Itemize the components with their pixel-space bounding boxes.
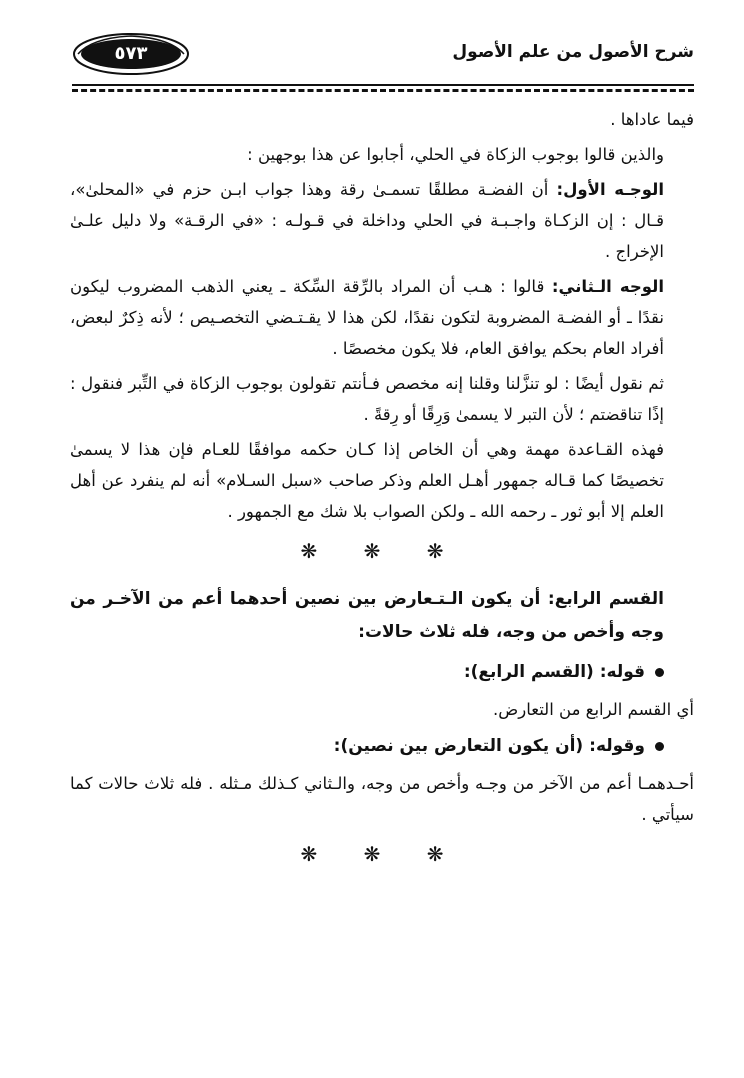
paragraph-text: والذين قالوا بوجوب الزكاة في الحلي، أجابوا عن هذا بوجهين : (247, 145, 664, 164)
paragraph-text: فيما عاداها . (610, 110, 694, 129)
page-body (70, 104, 694, 886)
header-rule-solid (72, 84, 694, 86)
bullet-quote: (أن يكون التعارض بين نصين): (333, 736, 584, 756)
paragraph-text: فهذه القـاعدة مهمة وهي أن الخاص إذا كـان حكمه موافقًا للعـام فإن هذا لا يسمىٰ تخصيصًا كما قـاله جمهور أهـل العلم وذكر صاحب «سبل السـلام» أنه لم ينفرد عن أهل العلم إلا أبو ثور ـ رحمه الله ـ ولكن الصواب بلا شك مع الجمهور . (70, 440, 664, 521)
header-rule-dashed (72, 89, 694, 92)
page-header (72, 28, 694, 84)
section-separator-1: ❋ ❋ ❋ (300, 539, 464, 563)
bullet-dot-icon (655, 742, 664, 751)
bullet-label: وقوله: (589, 736, 645, 756)
bullet-explanation-2: أحـدهمـا أعم من الآخر من وجـه وأخص من وجه، والـثاني كـذلك مـثله . فله ثلاث حالات كما سيأتي . (70, 774, 694, 824)
bullet-item-1 (70, 657, 694, 688)
bullet-item-2 (70, 731, 694, 762)
paragraph-1 (70, 104, 694, 135)
paragraph-lead: الوجـه الأول: (556, 180, 664, 199)
paragraph-text: قالوا : هـب أن المراد بالرِّقة السِّكة ـ يعني الذهب المضروب ليكون نقدًا ـ أو الفضـة المضروبة لتكون نقدًا، لكن هذا لا يقـتـضي التخصـيص ؛ لأنه ذِكرٌ لبعض، أفراد العام بحكم يوافق العام، فلا يكون مخصصًا . (70, 277, 664, 358)
paragraph-5 (70, 368, 694, 430)
section-separator-2: ❋ ❋ ❋ (300, 842, 464, 866)
paragraph-text: ثم نقول أيضًا : لو تنزَّلنا وقلنا إنه مخصص فـأنتم تقولون بوجوب الزكاة في التِّبر فنقول : إذًا تناقضتم ؛ لأن التبر لا يسمىٰ وَرِقًا أو رِقةً . (70, 374, 664, 424)
paragraph-lead: الوجه الـثاني: (551, 277, 664, 296)
bullet-quote: (القسم الرابع): (463, 662, 594, 682)
page-number: ٥٧٣ (114, 43, 148, 64)
page-number-badge (72, 32, 190, 76)
bullet-explanation-1: أي القسم الرابع من التعارض. (493, 700, 694, 719)
running-title: شرح الأصول من علم الأصول (452, 42, 694, 62)
paragraph-4 (70, 271, 694, 364)
paragraph-2 (70, 139, 694, 170)
bullet-label: قوله: (599, 662, 645, 682)
bullet-dot-icon (655, 668, 664, 677)
paragraph-6 (70, 434, 694, 527)
paragraph-3 (70, 174, 694, 267)
header-rule (72, 84, 694, 94)
section-heading: القسم الرابع: أن يكون الـتـعارض بين نصين أحدهما أعم من الآخـر من وجه وأخص من وجه، فله ثلاث حالات: (70, 589, 664, 642)
paragraph-text: أن الفضـة مطلقًا تسمـىٰ رقة وهذا جواب ابـن حزم في «المحلىٰ»، قـال : إن الزكـاة واجـبـة في الحلي وداخلة في قـولـه : «في الرقـة» ولا دليل علـىٰ الإخراج . (70, 180, 664, 261)
